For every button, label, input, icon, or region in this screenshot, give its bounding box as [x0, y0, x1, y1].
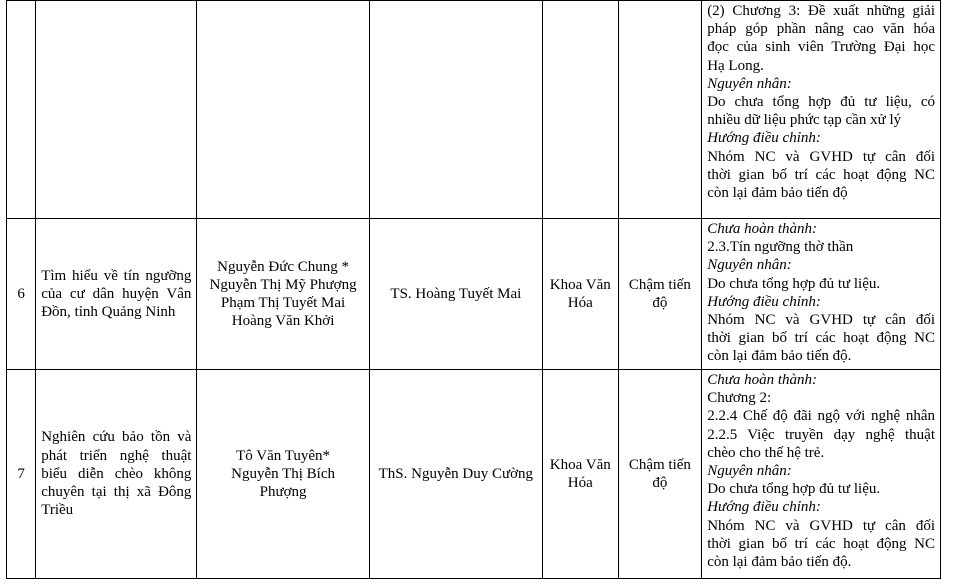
- advisor-name: ThS. Nguyễn Duy Cường: [378, 465, 534, 482]
- note-heading: Chưa hoàn thành:: [707, 221, 818, 237]
- member-name: Nguyễn Thị Bích: [231, 465, 335, 482]
- topic-cell: [36, 1, 197, 219]
- status-cell: [618, 1, 702, 219]
- topic-title: Tìm hiểu về tín ngưỡng của cư dân huyện Vân Đồn, tỉnh Quảng Ninh: [41, 267, 192, 321]
- table-row: [7, 1, 941, 219]
- row-number-cell: [7, 1, 36, 219]
- topic-cell: [36, 370, 197, 579]
- note-line: nhiều dữ liệu phức tạp cần xử lý: [707, 112, 902, 129]
- note-heading: Hướng điều chỉnh:: [707, 293, 821, 310]
- note-heading: Chưa hoàn thành:: [707, 372, 818, 388]
- note-line: Hạ Long.: [707, 57, 764, 74]
- note-line: Do chưa tổng hợp đủ tư liệu, có: [707, 94, 935, 111]
- note-line: chèo cho thế hệ trẻ.: [707, 444, 825, 461]
- notes-cell: [702, 370, 941, 579]
- note-line: thời gian bố trí các hoạt động NC: [707, 166, 935, 183]
- note-line: đọc của sinh viên Trường Đại học: [707, 39, 935, 56]
- note-line: pháp góp phần nâng cao văn hóa: [707, 21, 935, 38]
- note-line: Chương 2:: [707, 390, 772, 407]
- note-line: còn lại đảm bảo tiến độ: [707, 185, 848, 202]
- note-line: Do chưa tổng hợp đủ tư liệu.: [707, 275, 881, 292]
- topic-title: Nghiên cứu bảo tồn và phát triển nghệ thuật biểu diễn chèo không chuyên tại thị xã Đông Triều: [41, 429, 192, 519]
- table-row: [7, 219, 941, 370]
- note-heading: Nguyên nhân:: [707, 463, 792, 480]
- note-line: (2) Chương 3: Đề xuất những giải: [707, 3, 935, 19]
- advisor-cell: [369, 1, 542, 219]
- note-line: 2.3.Tín ngưỡng thờ thần: [707, 239, 854, 256]
- faculty-cell: [543, 1, 619, 219]
- status-cell: [618, 370, 702, 579]
- faculty-cell: [543, 370, 619, 579]
- faculty-cell: [543, 219, 619, 370]
- notes-cell: [702, 1, 941, 219]
- member-name: Phạm Thị Tuyết Mai: [220, 295, 346, 311]
- row-number: 7: [17, 465, 25, 482]
- member-name: Hoàng Văn Khởi: [231, 313, 335, 330]
- row-number-cell: [7, 370, 36, 579]
- note-heading: Nguyên nhân:: [707, 75, 792, 92]
- note-line: Nhóm NC và GVHD tự cân đối: [707, 517, 935, 534]
- advisor-cell: [369, 219, 542, 370]
- status-cell: [618, 219, 702, 370]
- row-number: 6: [17, 285, 25, 302]
- faculty-name: Khoa Văn Hóa: [549, 276, 611, 311]
- notes-cell: [702, 219, 941, 370]
- note-heading: Nguyên nhân:: [707, 257, 792, 274]
- note-heading: Hướng điều chỉnh:: [707, 130, 821, 147]
- table-row: [7, 370, 941, 579]
- members-cell: [197, 219, 369, 370]
- note-line: thời gian bố trí các hoạt động NC: [707, 330, 935, 347]
- member-name: Nguyễn Thị Mỹ Phượng: [209, 276, 357, 293]
- note-line: 2.2.4 Chế độ đãi ngộ với nghệ nhân: [707, 408, 935, 425]
- member-name: Phượng: [259, 484, 307, 501]
- advisor-cell: [369, 370, 542, 579]
- note-line: Nhóm NC và GVHD tự cân đối: [707, 148, 935, 165]
- note-line: thời gian bố trí các hoạt động NC: [707, 535, 935, 552]
- status-text: Chậm tiến độ: [628, 276, 691, 311]
- members-cell: [197, 370, 369, 579]
- advisor-name: TS. Hoàng Tuyết Mai: [390, 285, 522, 302]
- note-heading: Hướng điều chỉnh:: [707, 499, 821, 516]
- note-line: 2.2.5 Việc truyền dạy nghệ thuật: [707, 426, 935, 443]
- note-line: còn lại đảm bảo tiến độ.: [707, 554, 852, 571]
- topic-cell: [36, 219, 197, 370]
- faculty-name: Khoa Văn Hóa: [549, 456, 611, 491]
- note-line: còn lại đảm bảo tiến độ.: [707, 348, 852, 365]
- progress-report-table: [6, 0, 941, 579]
- table-body: [7, 1, 941, 579]
- row-number-cell: [7, 219, 36, 370]
- members-cell: [197, 1, 369, 219]
- member-name: Nguyễn Đức Chung *: [217, 258, 349, 275]
- note-line: Nhóm NC và GVHD tự cân đối: [707, 312, 935, 329]
- note-line: Do chưa tổng hợp đủ tư liệu.: [707, 481, 881, 498]
- member-name: Tô Văn Tuyên*: [236, 447, 331, 464]
- status-text: Chậm tiến độ: [628, 456, 691, 491]
